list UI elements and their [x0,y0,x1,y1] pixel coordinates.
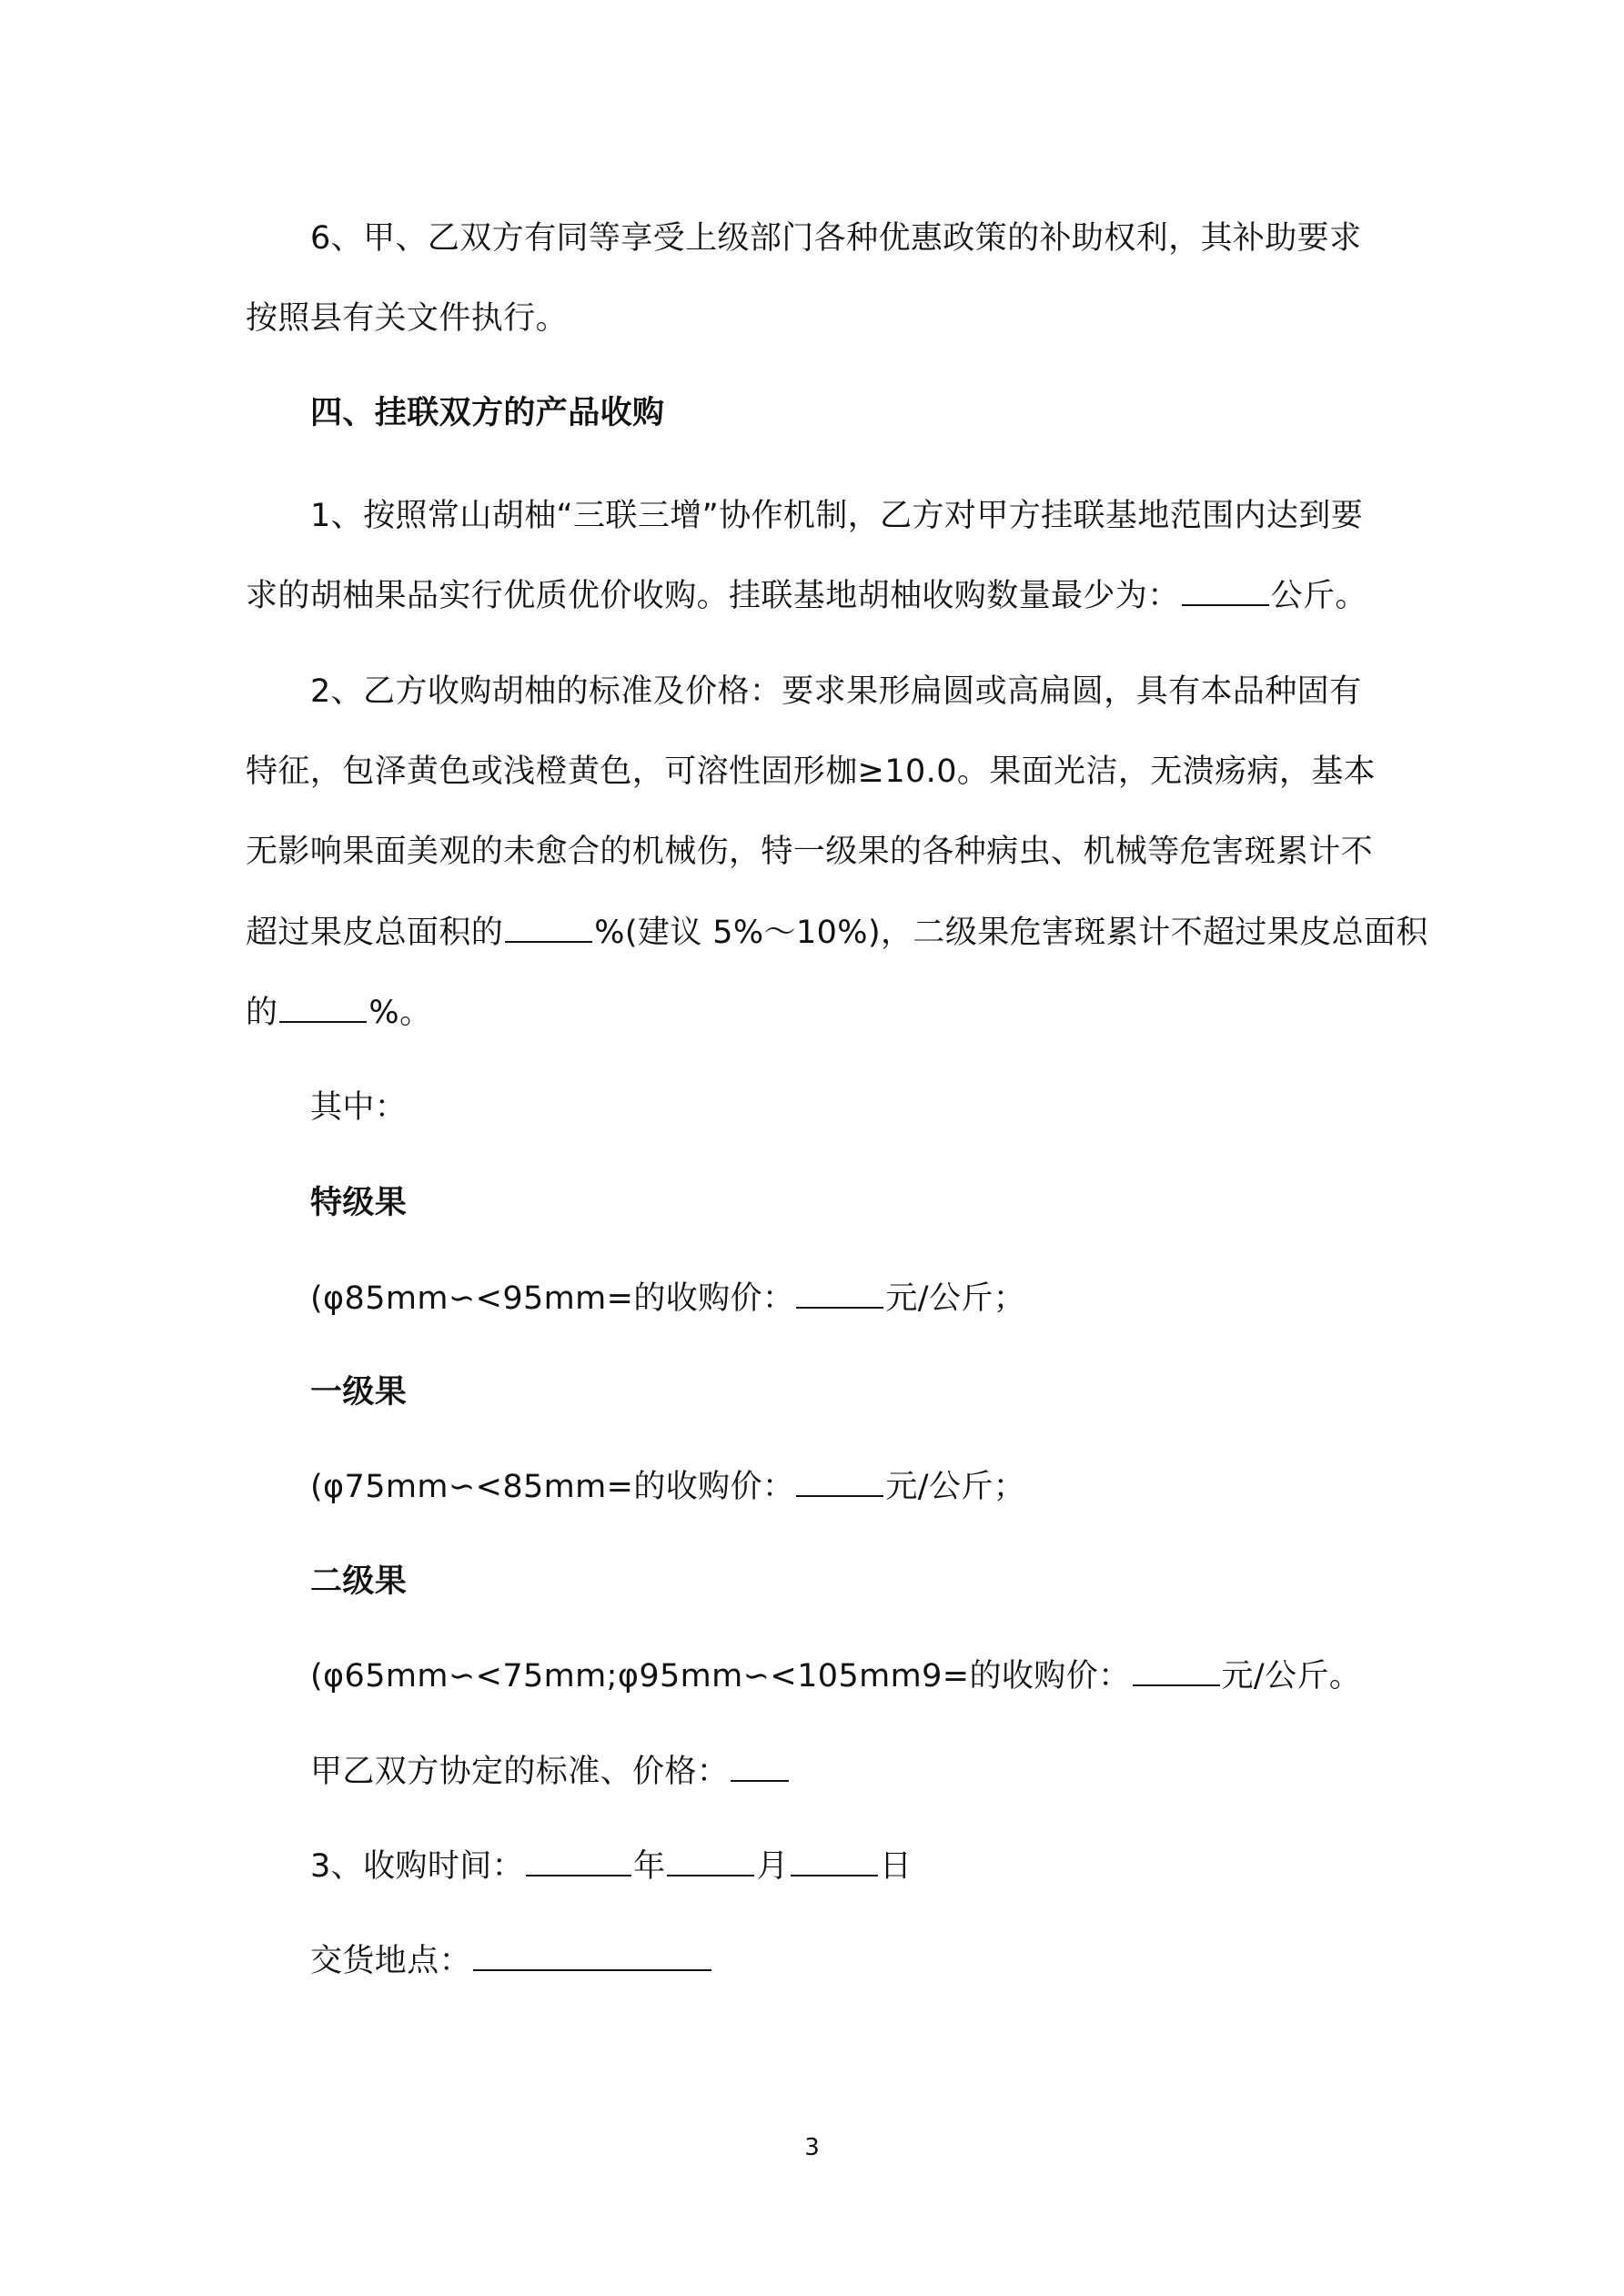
para-1-line-2-text: 求的胡柚果品实行优质优价收购。挂联基地胡柚收购数量最少为： [246,578,1180,614]
purchase-time-line [310,1846,912,1886]
para-2-line-4 [246,913,1428,953]
para-2-line-4-rest: %(建议 5%～10%)，二级果危害斑累计不超过果皮总面积 [594,915,1428,951]
para-2-line-3: 无影响果面美观的未愈合的机械伤，特一级果的各种病虫、机械等危害斑累计不 [246,834,1374,870]
para-2-line-1: 2、乙方收购胡柚的标准及价格：要求果形扁圆或高扁圆，具有本品种固有 [310,673,1362,710]
grade-spec-special [310,1279,1025,1319]
grade-spec-second-text: (φ65mm∽<75mm;φ95mm∽<105mm9=的收购价： [310,1658,1131,1694]
price-blank-second[interactable] [1133,1657,1220,1686]
grade-spec-first-text: (φ75mm∽<85mm=的收购价： [310,1469,795,1505]
section-4-heading: 四、挂联双方的产品收购 [310,395,665,431]
page-number: 3 [804,2134,820,2161]
price-blank-first[interactable] [796,1468,883,1497]
grade-spec-special-text: (φ85mm∽<95mm=的收购价： [310,1280,795,1317]
para-2-line-5-rest: %。 [368,995,432,1031]
grade-unit-second: 元/公斤。 [1221,1658,1362,1694]
year-label: 年 [633,1848,666,1885]
para-6-line-2: 按照县有关文件执行。 [246,300,569,337]
para-2-line-5-text: 的 [246,995,278,1031]
delivery-label: 交货地点： [310,1943,472,1979]
year-blank[interactable] [526,1847,631,1876]
grade-spec-first [310,1467,1025,1507]
among-label: 其中： [310,1089,408,1126]
para-6-line-1: 6、甲、乙双方有同等享受上级部门各种优惠政策的补助权利，其补助要求 [310,220,1362,257]
agreed-standard-label: 甲乙双方协定的标准、价格： [310,1754,730,1790]
grade-title-first: 一级果 [310,1374,408,1411]
day-blank[interactable] [791,1847,878,1876]
month-blank[interactable] [667,1847,754,1876]
grade-title-special: 特级果 [310,1185,408,1221]
para-1-line-2-unit: 公斤。 [1270,578,1367,614]
para-1-line-1: 1、按照常山胡柚“三联三增”协作机制，乙方对甲方挂联基地范围内达到要 [310,498,1364,534]
agreed-standard-blank[interactable] [731,1753,789,1782]
day-label: 日 [879,1848,913,1885]
month-label: 月 [756,1848,789,1885]
grade-unit-first: 元/公斤； [885,1469,1026,1505]
delivery-location-blank[interactable] [473,1942,711,1971]
grade-unit-special: 元/公斤； [885,1280,1026,1317]
para-2-line-4-text: 超过果皮总面积的 [246,915,504,951]
purchase-time-label: 3、收购时间： [310,1848,525,1885]
price-blank-special[interactable] [796,1279,883,1309]
quantity-blank[interactable] [1182,577,1269,606]
agreed-standard-line [310,1752,791,1792]
delivery-line [310,1941,713,1981]
grade-title-second: 二级果 [310,1563,408,1600]
second-grade-defect-percent-blank[interactable] [279,994,367,1023]
para-2-line-5 [246,993,431,1033]
para-1-line-2 [246,576,1367,616]
premium-defect-percent-blank[interactable] [505,914,592,943]
para-2-line-2: 特征，包泽黄色或浅橙黄色，可溶性固形枷≥10.0。果面光洁，无溃疡病，基本 [246,754,1377,790]
grade-spec-second [310,1656,1361,1696]
